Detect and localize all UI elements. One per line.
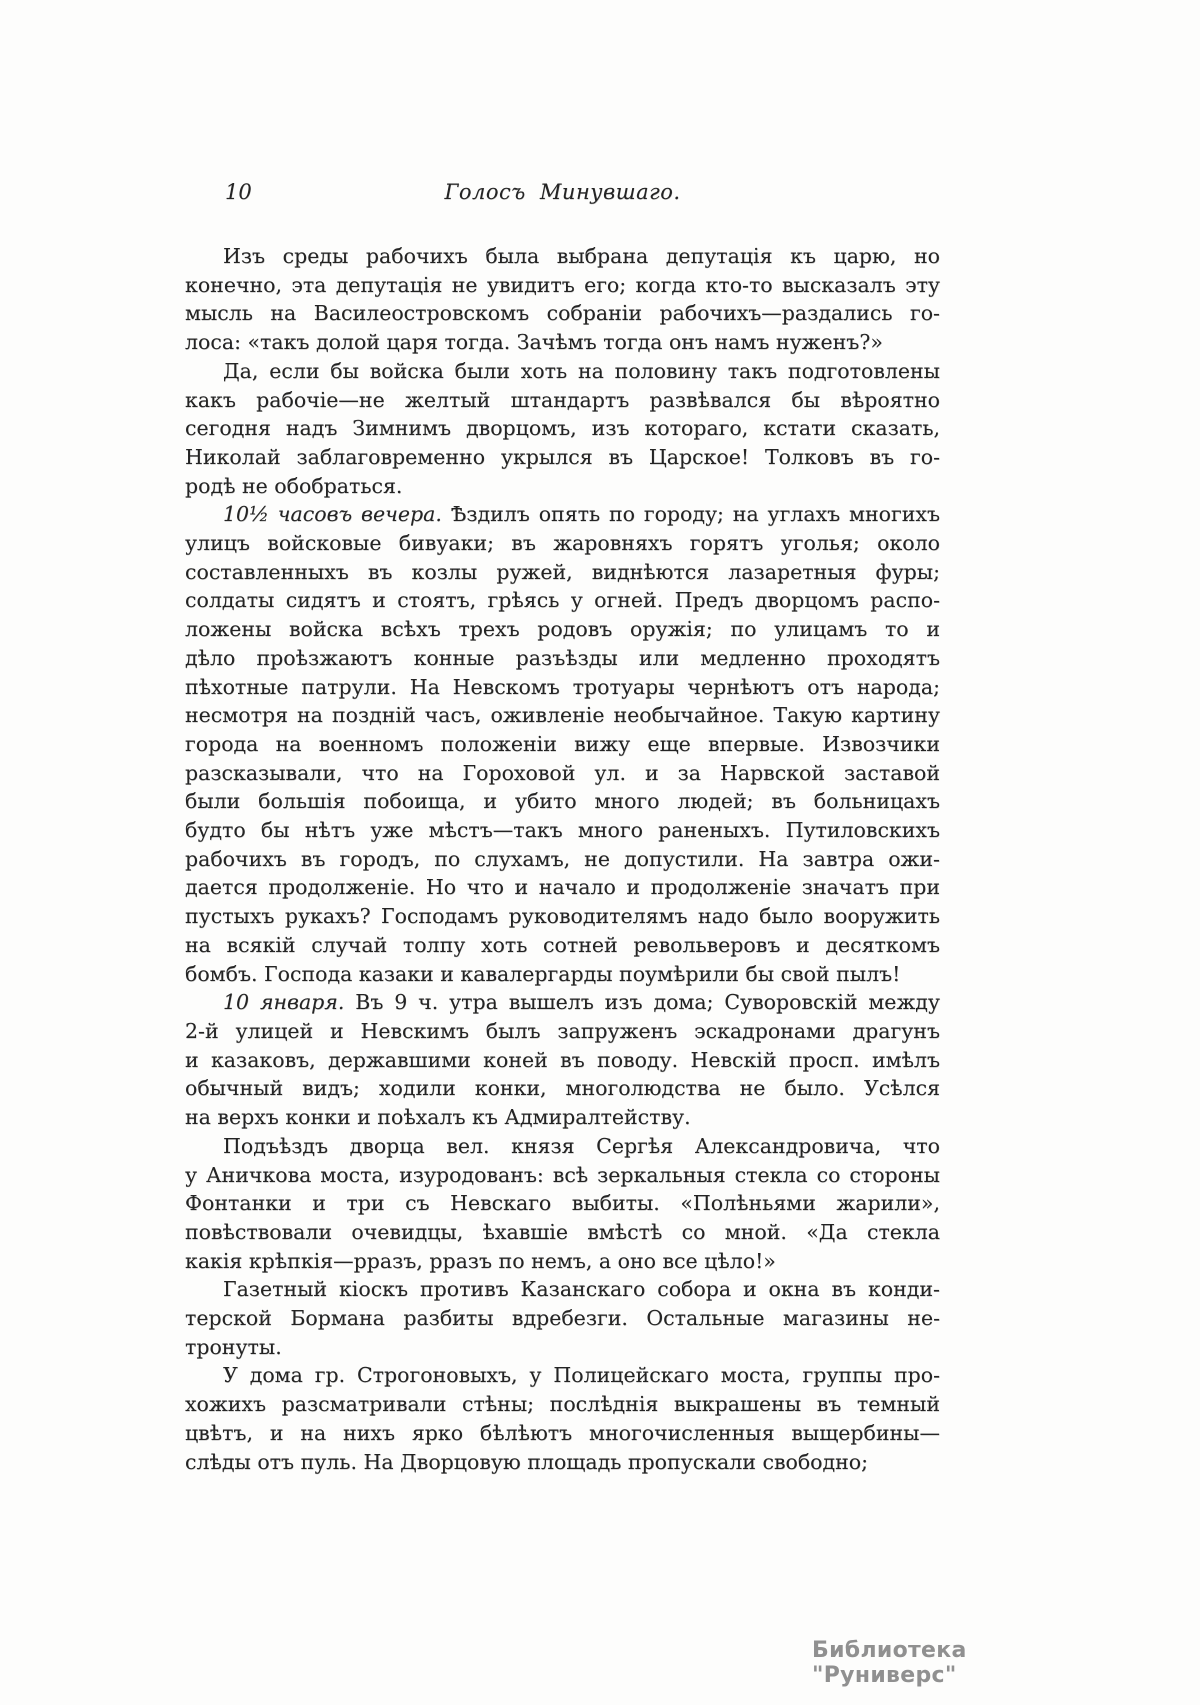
text-line: будто бы нѣтъ уже мѣстъ—такъ много раненыхъ. Путиловскихъ xyxy=(185,818,940,843)
text-line: бомбъ. Господа казаки и кавалергарды поумѣрили бы свой пылъ! xyxy=(185,961,901,986)
paragraph xyxy=(185,500,940,988)
text-line: на всякій случай толпу хоть сотней револьверовъ и десяткомъ xyxy=(185,932,940,957)
text-line: Да, если бы войска были хоть на половину такъ подготовлены xyxy=(223,358,940,383)
paragraph xyxy=(185,1361,940,1476)
text-line: лоса: «такъ долой царя тогда. Зачѣмъ тогда онъ намъ нуженъ?» xyxy=(185,330,883,355)
text-line: солдаты сидятъ и стоятъ, грѣясь у огней. Предъ дворцомъ распо- xyxy=(185,588,940,613)
text-line: дается продолженіе. Но что и начало и продолженіе значатъ при xyxy=(185,875,940,900)
text-line: рабочихъ въ городъ, по слухамъ, не допустили. На завтра ожи- xyxy=(185,846,940,871)
text-line: были большія побоища, и убито много людей; въ больницахъ xyxy=(185,789,940,814)
text-line: тронуты. xyxy=(185,1334,282,1359)
text-line: конечно, эта депутація не увидитъ его; когда кто-то высказалъ эту xyxy=(185,272,940,297)
text-line: разсказывали, что на Гороховой ул. и за Нарвской заставой xyxy=(185,760,940,785)
text-line: города на военномъ положеніи вижу еще впервые. Извозчики xyxy=(185,731,940,756)
text-line: родѣ не обобраться. xyxy=(185,473,403,498)
text-line: повѣствовали очевидцы, ѣхавшіе вмѣстѣ со мной. «Да стекла xyxy=(185,1219,940,1244)
body-text xyxy=(185,242,940,1476)
text-line: какъ рабочіе—не желтый штандартъ развѣвался бы вѣроятно xyxy=(185,387,940,412)
text-line: сегодня надъ Зимнимъ дворцомъ, изъ котораго, кстати сказать, xyxy=(185,416,940,441)
page-number: 10 xyxy=(225,180,252,204)
text-line: цвѣтъ, и на нихъ ярко бѣлѣютъ многочисленныя выщербины— xyxy=(185,1420,940,1445)
text-line: Газетный кіоскъ противъ Казанскаго собора и окна въ конди- xyxy=(223,1277,940,1302)
date-lead-italic: 10 января. xyxy=(223,990,356,1015)
paragraph xyxy=(185,357,940,501)
paragraph xyxy=(185,242,940,357)
paragraph xyxy=(185,1275,940,1361)
text-line: пѣхотные патрули. На Невскомъ тротуары чернѣютъ отъ народа; xyxy=(185,674,940,699)
text-line: на верхъ конки и поѣхалъ къ Адмиралтейству. xyxy=(185,1105,691,1130)
text-line: дѣло проѣзжаютъ конные разъѣзды или медленно проходятъ xyxy=(185,645,940,670)
text-line: Изъ среды рабочихъ была выбрана депутація къ царю, но xyxy=(223,244,940,268)
text-line: мысль на Василеостровскомъ собраніи рабочихъ—раздались го- xyxy=(185,301,940,326)
text-line: пустыхъ рукахъ? Господамъ руководителямъ надо было вооружить xyxy=(185,904,940,929)
paragraph xyxy=(185,988,940,1132)
text-line: 10 января. Въ 9 ч. утра вышелъ изъ дома; Суворовскій между xyxy=(223,990,940,1015)
library-watermark: Библиотека "Руниверс" xyxy=(812,1638,967,1688)
date-lead-italic: 10½ часовъ вечера. xyxy=(223,502,451,527)
text-line: терской Бормана разбиты вдребезги. Остальные магазины не- xyxy=(185,1306,940,1331)
text-line: слѣды отъ пуль. На Дворцовую площадь пропускали свободно; xyxy=(185,1449,869,1474)
text-line: Фонтанки и три съ Невскаго выбиты. «Полѣньями жарили», xyxy=(185,1191,940,1216)
text-line: несмотря на поздній часъ, оживленіе необычайное. Такую картину xyxy=(185,703,940,728)
text-line: улицъ войсковые бивуаки; въ жаровняхъ горятъ уголья; около xyxy=(185,531,940,556)
text-line: 2-й улицей и Невскимъ былъ запруженъ эскадронами драгунъ xyxy=(185,1018,940,1043)
running-header xyxy=(185,180,940,210)
text-line: какія крѣпкія—рразъ, рразъ по немъ, а оно все цѣло!» xyxy=(185,1248,776,1273)
text-line: 10½ часовъ вечера. Ѣздилъ опять по городу; на углахъ многихъ xyxy=(223,502,940,527)
text-line: ложены войска всѣхъ трехъ родовъ оружія; по улицамъ то и xyxy=(185,617,940,642)
text-line: хожихъ разсматривали стѣны; послѣднія выкрашены въ темный xyxy=(185,1392,940,1417)
text-line: у Аничкова моста, изуродованъ: всѣ зеркальныя стекла со стороны xyxy=(185,1162,940,1187)
text-line: Подъѣздъ дворца вел. князя Сергѣя Александровича, что xyxy=(223,1133,940,1158)
text-line: составленныхъ въ козлы ружей, виднѣются лазаретныя фуры; xyxy=(185,559,940,584)
journal-title: Голосъ Минувшаго. xyxy=(444,180,681,204)
text-line: обычный видъ; ходили конки, многолюдства не было. Усѣлся xyxy=(185,1076,940,1101)
text-line: Николай заблаговременно укрылся въ Царское! Толковъ въ го- xyxy=(185,444,940,469)
paragraph xyxy=(185,1132,940,1276)
text-line: У дома гр. Строгоновыхъ, у Полицейскаго моста, группы про- xyxy=(223,1363,940,1388)
text-line: и казаковъ, державшими коней въ поводу. Невскій просп. имѣлъ xyxy=(185,1047,940,1072)
